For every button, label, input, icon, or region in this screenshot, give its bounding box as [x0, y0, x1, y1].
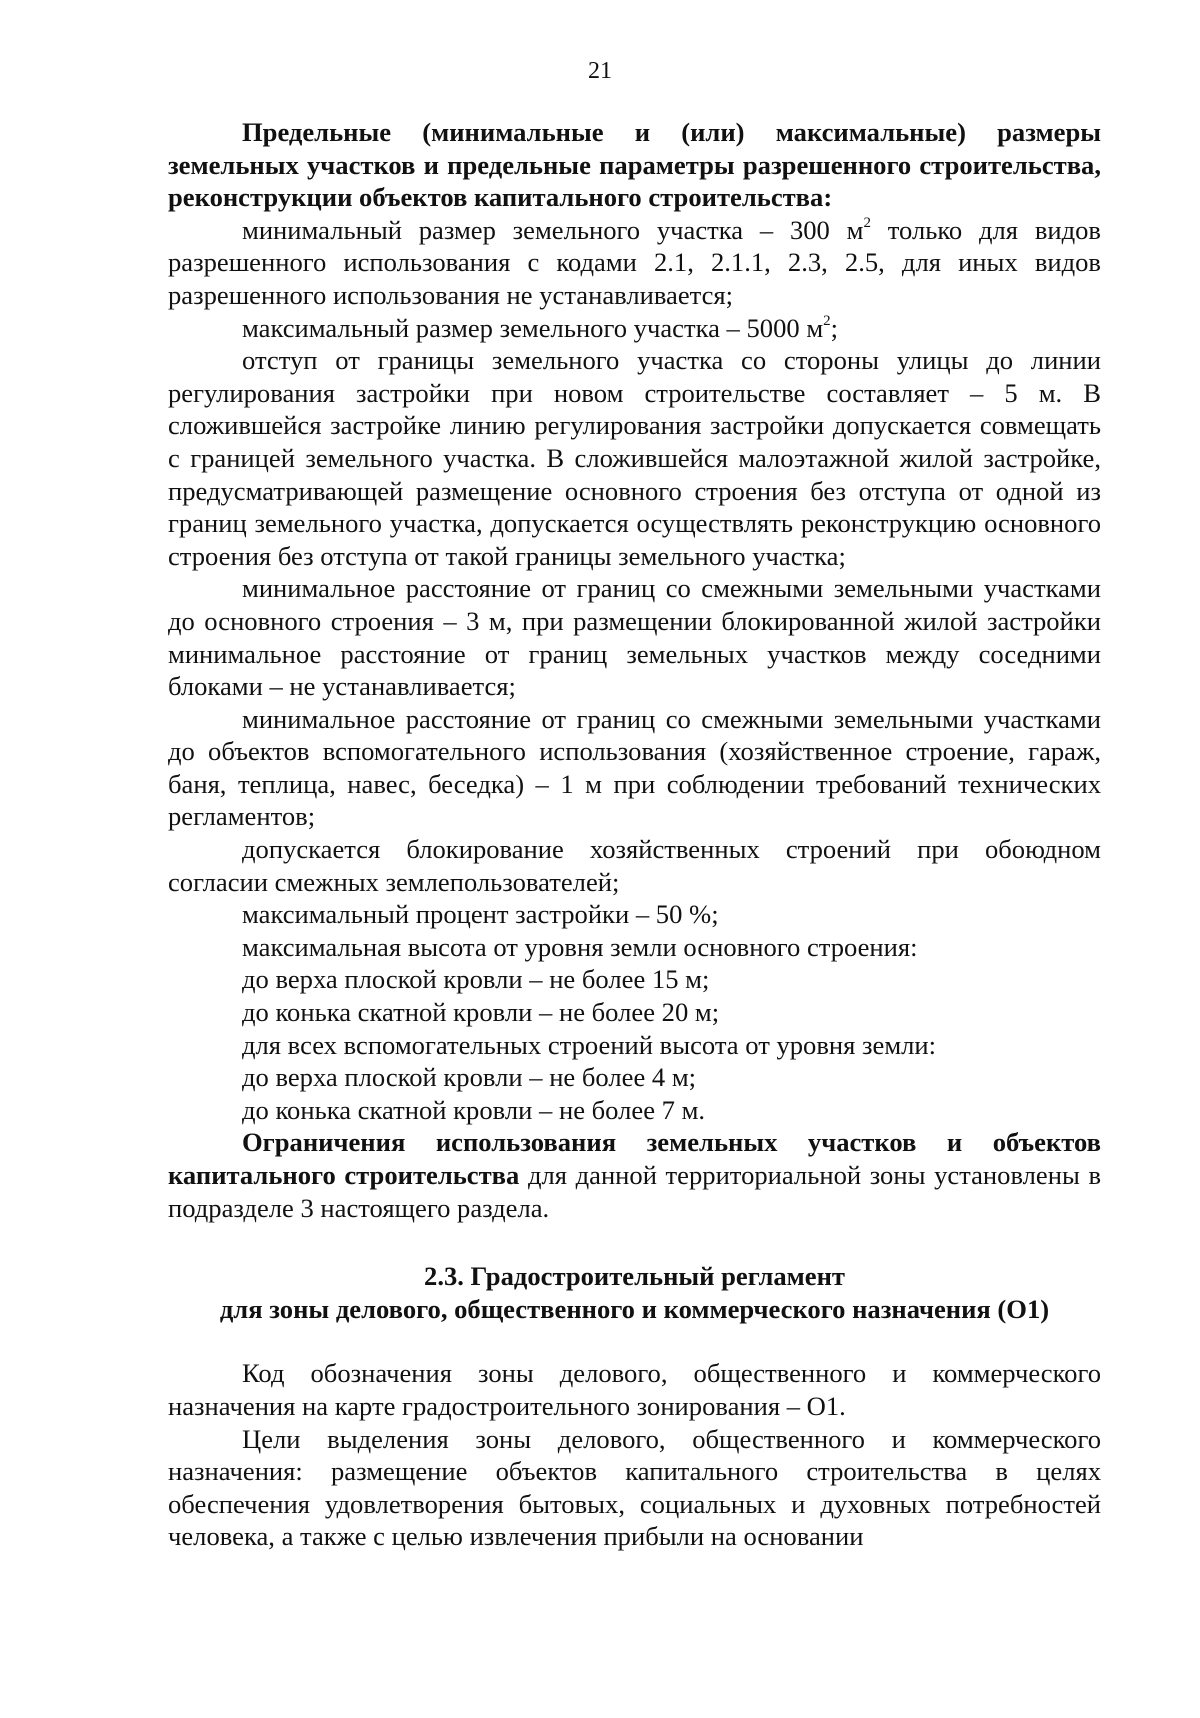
max-plot-size-rest: ; [830, 312, 839, 343]
blocking-paragraph: допускается блокирование хозяйственных строений при обоюдном согласии смежных землепользователей; [168, 834, 1101, 897]
aux-height-paragraph: для всех вспомогательных строений высота от уровня земли: [242, 1029, 937, 1060]
zone-goals-paragraph: Цели выделения зоны делового, общественного и коммерческого назначения: размещение объектов капитального строительства в целях обеспечения удовлетворения бытовых, социальных и духовных потребностей человека, а также с целью извлечения прибыли на основании [168, 1423, 1101, 1552]
spacer [168, 1325, 1101, 1357]
min-plot-size-paragraph [168, 214, 1101, 312]
section-heading-line-1: 2.3. Градостроительный регламент [424, 1261, 845, 1292]
parameters-heading-paragraph: Предельные (минимальные и (или) максимальные) размеры земельных участков и предельные параметры разрешенного строительства, реконструкции объектов капитального строительства: [168, 117, 1101, 213]
section-heading-line-2: для зоны делового, общественного и коммерческого назначения (О1) [219, 1293, 1050, 1324]
max-plot-size-text: максимальный размер земельного участка – 5000 м [242, 312, 824, 343]
restrictions-text: для данной территориальной зоны установлены в подразделе 3 настоящего раздела. [168, 1160, 1101, 1223]
min-distance-main-paragraph: минимальное расстояние от границ со смежными земельными участками до основного строения – 3 м, при размещении блокированной жилой застройки минимальное расстояние от границ земельных участков между соседними блоками – не устанавливается; [168, 573, 1101, 702]
square-superscript: 2 [863, 214, 871, 231]
max-percent-paragraph: максимальный процент застройки – 50 %; [242, 899, 719, 930]
min-plot-size-rest: только для видов разрешенного использования с кодами 2.1, 2.1.1, 2.3, 2.5, для иных видов разрешенного использования не устанавливается; [168, 214, 1101, 310]
page-content [168, 116, 1101, 1553]
spacer [168, 1224, 1101, 1260]
flat-roof-aux-paragraph: до верха плоской кровли – не более 4 м; [242, 1062, 697, 1093]
page-number: 21 [588, 58, 612, 84]
square-superscript: 2 [823, 312, 831, 329]
max-height-paragraph: максимальная высота от уровня земли основного строения: [242, 931, 918, 962]
min-distance-aux-paragraph: минимальное расстояние от границ со смежными земельными участками до объектов вспомогательного использования (хозяйственное строение, гараж, баня, теплица, навес, беседка) – 1 м при соблюдении требований технических регламентов; [168, 703, 1101, 832]
pitched-roof-aux-paragraph: до конька скатной кровли – не более 7 м. [242, 1094, 706, 1125]
min-plot-size-text: минимальный размер земельного участка – 300 м [242, 214, 864, 245]
restrictions-paragraph [168, 1126, 1101, 1224]
flat-roof-main-paragraph: до верха плоской кровли – не более 15 м; [242, 964, 710, 995]
zone-code-paragraph: Код обозначения зоны делового, общественного и коммерческого назначения на карте градостроительного зонирования – О1. [168, 1358, 1101, 1421]
restrictions-bold-text: Ограничения использования земельных участков и объектов капитального строительства [168, 1127, 1101, 1190]
max-plot-size-paragraph [168, 312, 1101, 345]
pitched-roof-main-paragraph: до конька скатной кровли – не более 20 м; [242, 997, 720, 1028]
setback-paragraph: отступ от границы земельного участка со стороны улицы до линии регулирования застройки при новом строительстве составляет – 5 м. В сложившейся застройке линию регулирования застройки допускается совмещать с границей земельного участка. В сложившейся малоэтажной жилой застройке, предусматривающей размещение основного строения без отступа от одной из границ земельного участка, допускается осуществлять реконструкцию основного строения без отступа от такой границы земельного участка; [168, 345, 1101, 571]
